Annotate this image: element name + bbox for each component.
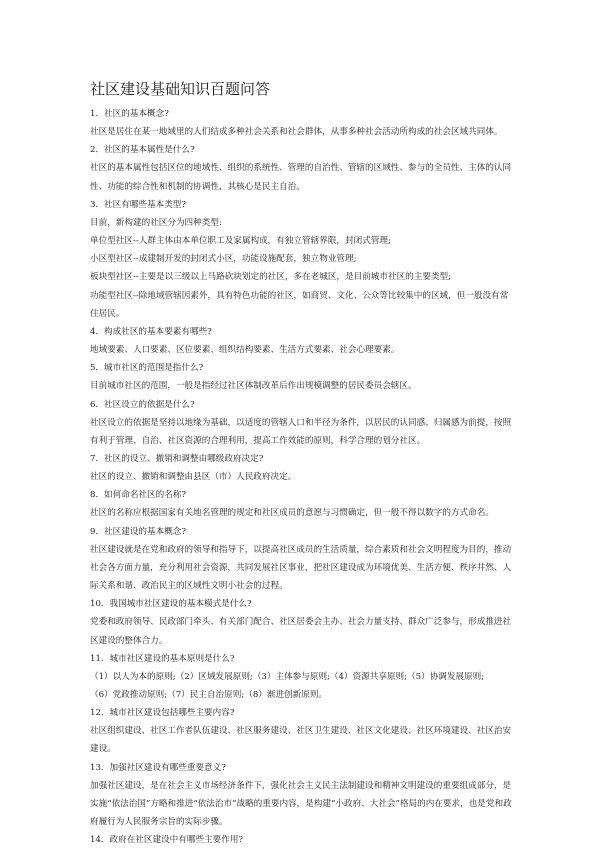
answer-3-residential-type: 小区型社区--成建制开发的封闭式小区，功能设施配套，独立物业管理; (90, 254, 357, 265)
document-title: 社区建设基础知识百题问答 (90, 80, 271, 98)
answer-3-functional-type: 功能型社区--除地域管辖因素外，具有特色功能的社区，如商贸、文化、公众等比较集中的区域，但一般没有常住居民。 (90, 290, 509, 319)
question-5: 5．城市社区的范围是指什么? (90, 363, 204, 374)
question-1: 1．社区的基本概念? (90, 109, 169, 119)
question-3: 3．社区有哪些基本类型? (90, 199, 187, 210)
answer-8: 社区的名称应根据国家有关地名管理的规定和社区成员的意愿与习惯确定，但一般不得以数字的方式命名。 (90, 508, 494, 519)
answer-4: 地域要素、人口要素、区位要素、组织结构要素、生活方式要素、社会心理要素。 (90, 345, 400, 356)
document-body (90, 105, 516, 849)
answer-3-intro: 目前，新构建的社区分为四种类型: (90, 217, 222, 228)
answer-3-block-type: 板块型社区--主要是以三级以上马路砍块划定的社区，多在老城区，是目前城市社区的主要类型; (90, 272, 452, 283)
question-7: 7．社区的设立、撤销和调整由哪级政府决定? (90, 453, 264, 464)
answer-6: 社区设立的依据是坚持以地缘为基础，以适度的管辖人口和半径为条件，以居民的认同感、归属感为前提，按照有利于管理、自治、社区资源的合理利用，提高工作效能的原则，科学合理的划分社区。 (90, 417, 512, 446)
question-2: 2．社区的基本属性是什么? (90, 145, 195, 156)
question-6: 6．社区设立的依据是什么? (90, 399, 195, 410)
question-12: 12．城市社区建设包括哪些主要内容? (90, 708, 235, 719)
answer-13: 加强社区建设，是在社会主义市场经济条件下，强化社会主义民主法制建设和精神文明建设的重要组成部分，是实施“依法治国”方略和推进“依法治市”战略的重要内容，是构建“小政府、大社会”格局的内在要求，也是党和政府履行为人民服务宗旨的实际步骤。 (90, 780, 512, 828)
question-9: 9．社区建设的基本概念? (90, 526, 187, 537)
answer-7: 社区的设立、撤销和调整由县区（市）人民政府决定。 (90, 472, 297, 483)
question-11: 11．城市社区建设的基本原则是什么? (90, 653, 235, 664)
question-10: 10．我国城市社区建设的基本模式是什么? (90, 599, 252, 610)
question-4: 4．构成社区的基本要素有哪些? (90, 326, 212, 337)
question-14: 14．政府在社区建设中有哪些主要作用? (90, 835, 244, 846)
answer-3-unit-type: 单位型社区--人群主体由本单位职工及家属构成，有独立管辖界限，封闭式管理; (90, 236, 391, 247)
answer-2: 社区的基本属性包括区位的地域性、组织的系统性、管理的自治性、管辖的区域性、参与的全员性、主体的认同性、功能的综合性和机制的协调性，其核心是民主自治。 (90, 163, 512, 192)
question-13: 13．加强社区建设有哪些重要意义? (90, 762, 226, 773)
answer-10: 党委和政府领导、民政部门牵头、有关部门配合、社区居委会主办、社会力量支持、群众广泛参与，形成推进社区建设的整体合力。 (90, 617, 512, 646)
answer-1: 社区是居住在某一地域里的人们结成多种社会关系和社会群体，从事多种社会活动所构成的社会区域共同体。 (90, 127, 503, 138)
answer-11-line-2: （6）党政推动原则;（7）民主自治原则;（8）渐进创新原则。 (90, 690, 328, 700)
answer-11-line-1: （1）以人为本的原则;（2）区域发展原则;（3）主体参与原则;（4）资源共享原则;（5）协调发展原则; (90, 671, 485, 682)
answer-9: 社区建设就是在党和政府的领导和指导下，以提高社区成员的生活质量，综合素质和社会文明程度为目的，推动社会各方面力量，充分利用社会资源，共同发展社区事业，把社区建设成为环境优美、生活方便、秩序井然、人际关系和谐、政治民主的区域性文明小社会的过程。 (90, 544, 512, 592)
question-8: 8．如何命名社区的名称? (90, 490, 187, 501)
answer-5: 目前城市社区的范围，一般是指经过社区体制改革后作出规模调整的居民委员会辖区。 (90, 381, 417, 392)
answer-12: 社区组织建设、社区工作者队伍建设、社区服务建设、社区卫生建设、社区文化建设、社区环境建设、社区治安建设。 (90, 726, 512, 755)
